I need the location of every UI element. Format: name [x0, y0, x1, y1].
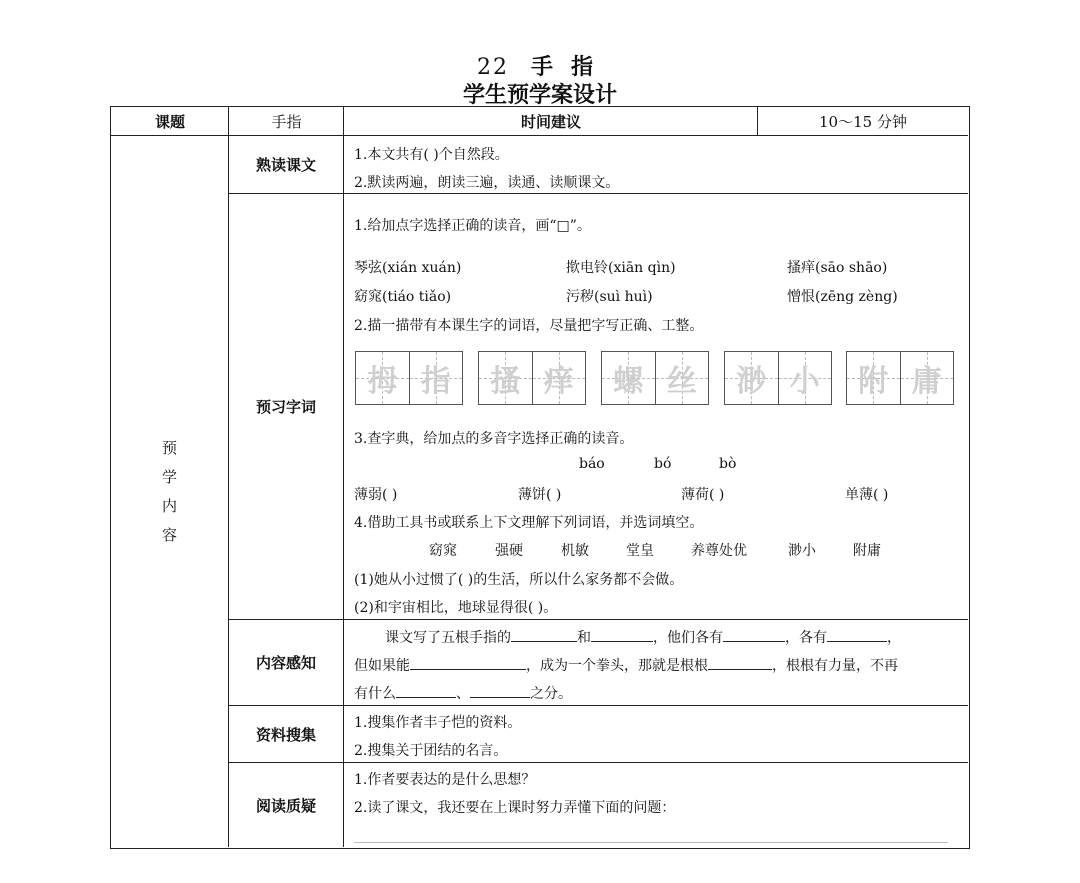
trace-box[interactable]: 小 [778, 352, 832, 404]
word-bank-item: 强硬 [495, 543, 523, 559]
s4-line-2: 2.搜集关于团结的名言。 [354, 743, 508, 759]
pinyin-item: 污秽(suì huì) [566, 289, 653, 305]
lesson-title [0, 50, 1080, 81]
trace-box[interactable]: 渺 [725, 352, 778, 404]
trace-box[interactable]: 拇 [356, 352, 409, 404]
side-label-char: 预 [161, 438, 177, 457]
row-label-material-collection: 资料搜集 [255, 725, 316, 744]
blank[interactable] [827, 627, 887, 642]
pinyin-item: 琴弦(xián xuán) [354, 260, 462, 276]
s2-question-2: 2.描一描带有本课生字的词语，尽量把字写正确、工整。 [354, 318, 704, 334]
s5-line-1: 1.作者要表达的是什么思想？ [354, 772, 536, 788]
polyphone-item[interactable]: 单薄( ) [845, 487, 889, 503]
s2-question-4: 4.借助工具书或联系上下文理解下列词语，并选词填空。 [354, 515, 704, 531]
s2-question-1: 1.给加点字选择正确的读音，画“□”。 [354, 218, 591, 234]
divider [343, 107, 344, 847]
s2-question-3: 3.查字典，给加点的多音字选择正确的读音。 [354, 431, 634, 447]
trace-grid-word[interactable] [478, 351, 586, 405]
word-bank-item: 窈窕 [429, 543, 457, 559]
side-label-char: 内 [161, 496, 177, 515]
prestudy-table [110, 106, 970, 849]
trace-box[interactable]: 螺 [602, 352, 655, 404]
side-label-char: 学 [161, 467, 177, 486]
fill-sentence-2[interactable]: (2)和宇宙相比，地球显得很( )。 [354, 600, 558, 616]
s4-line-1: 1.搜集作者丰子恺的资料。 [354, 715, 522, 731]
trace-box[interactable]: 搔 [479, 352, 532, 404]
side-label-prestudy-content [111, 136, 228, 847]
perception-line-2: 但如果能 ，成为一个拳头，那就是根根 ，根根有力量，不再 [354, 655, 898, 675]
lesson-number: 22 [476, 55, 509, 80]
pinyin-item: 揿电铃(xiān qìn) [566, 260, 676, 276]
row-label-reading-questions: 阅读质疑 [255, 796, 316, 815]
polyphone-item[interactable]: 薄荷( ) [681, 487, 725, 503]
word-bank-item: 机敏 [561, 543, 589, 559]
header-time-value: 10～15 分钟 [819, 113, 907, 131]
row-label-preview-words: 预习字词 [255, 398, 316, 416]
s1-line-2: 2.默读两遍，朗读三遍，读通、读顺课文。 [354, 175, 620, 191]
trace-grid-word[interactable] [846, 351, 954, 405]
divider [757, 107, 758, 136]
pinyin-item: 搔痒(sāo shāo) [787, 260, 888, 276]
page-subtitle: 学生预学案设计 [462, 83, 617, 108]
word-bank-item: 养尊处优 [691, 543, 747, 559]
s5-line-2: 2.读了课文，我还要在上课时努力弄懂下面的问题： [354, 800, 676, 816]
trace-grid-word[interactable] [355, 351, 463, 405]
header-time-label: 时间建议 [520, 113, 581, 131]
word-bank-item: 渺小 [788, 543, 816, 559]
pinyin-item: 窈窕(tiáo tiǎo) [354, 289, 452, 305]
trace-box[interactable]: 指 [409, 352, 463, 404]
lesson-title-char-2: 指 [571, 54, 596, 80]
row-label-read-text: 熟读课文 [255, 156, 316, 174]
perception-line-1: 课文写了五根手指的 和 ，他们各有 ，各有 ， [385, 627, 901, 647]
blank[interactable] [396, 683, 456, 698]
polyphone-item[interactable]: 薄饼( ) [518, 487, 562, 503]
trace-grid-word[interactable] [601, 351, 709, 405]
pinyin-item: 憎恨(zēng zèng) [787, 289, 898, 305]
trace-box[interactable]: 痒 [532, 352, 586, 404]
row-label-content-perception: 内容感知 [255, 654, 316, 672]
side-label-char: 容 [161, 525, 177, 544]
lesson-title-char-1: 手 [530, 54, 555, 80]
blank[interactable] [591, 627, 653, 642]
reading-option: bó [654, 456, 672, 472]
trace-box[interactable]: 丝 [655, 352, 709, 404]
header-topic-label: 课题 [154, 113, 185, 131]
blank[interactable] [470, 683, 530, 698]
polyphone-item[interactable]: 薄弱( ) [354, 487, 398, 503]
reading-option: bò [719, 456, 737, 472]
answer-line[interactable] [354, 842, 948, 843]
fill-sentence-1[interactable]: (1)她从小过惯了( )的生活，所以什么家务都不会做。 [354, 572, 684, 588]
trace-grid-word[interactable] [724, 351, 832, 405]
trace-box[interactable]: 附 [847, 352, 900, 404]
blank[interactable] [723, 627, 785, 642]
word-bank-item: 附庸 [853, 543, 881, 559]
reading-option: báo [579, 456, 605, 472]
perception-line-3: 有什么 、 之分。 [354, 683, 572, 703]
blank[interactable] [511, 627, 577, 642]
s1-line-1: 1.本文共有( )个自然段。 [354, 147, 509, 163]
trace-box[interactable]: 庸 [900, 352, 954, 404]
blank[interactable] [708, 655, 772, 670]
header-topic-value: 手指 [271, 113, 302, 131]
word-bank-item: 堂皇 [626, 543, 654, 559]
blank[interactable] [410, 655, 526, 670]
